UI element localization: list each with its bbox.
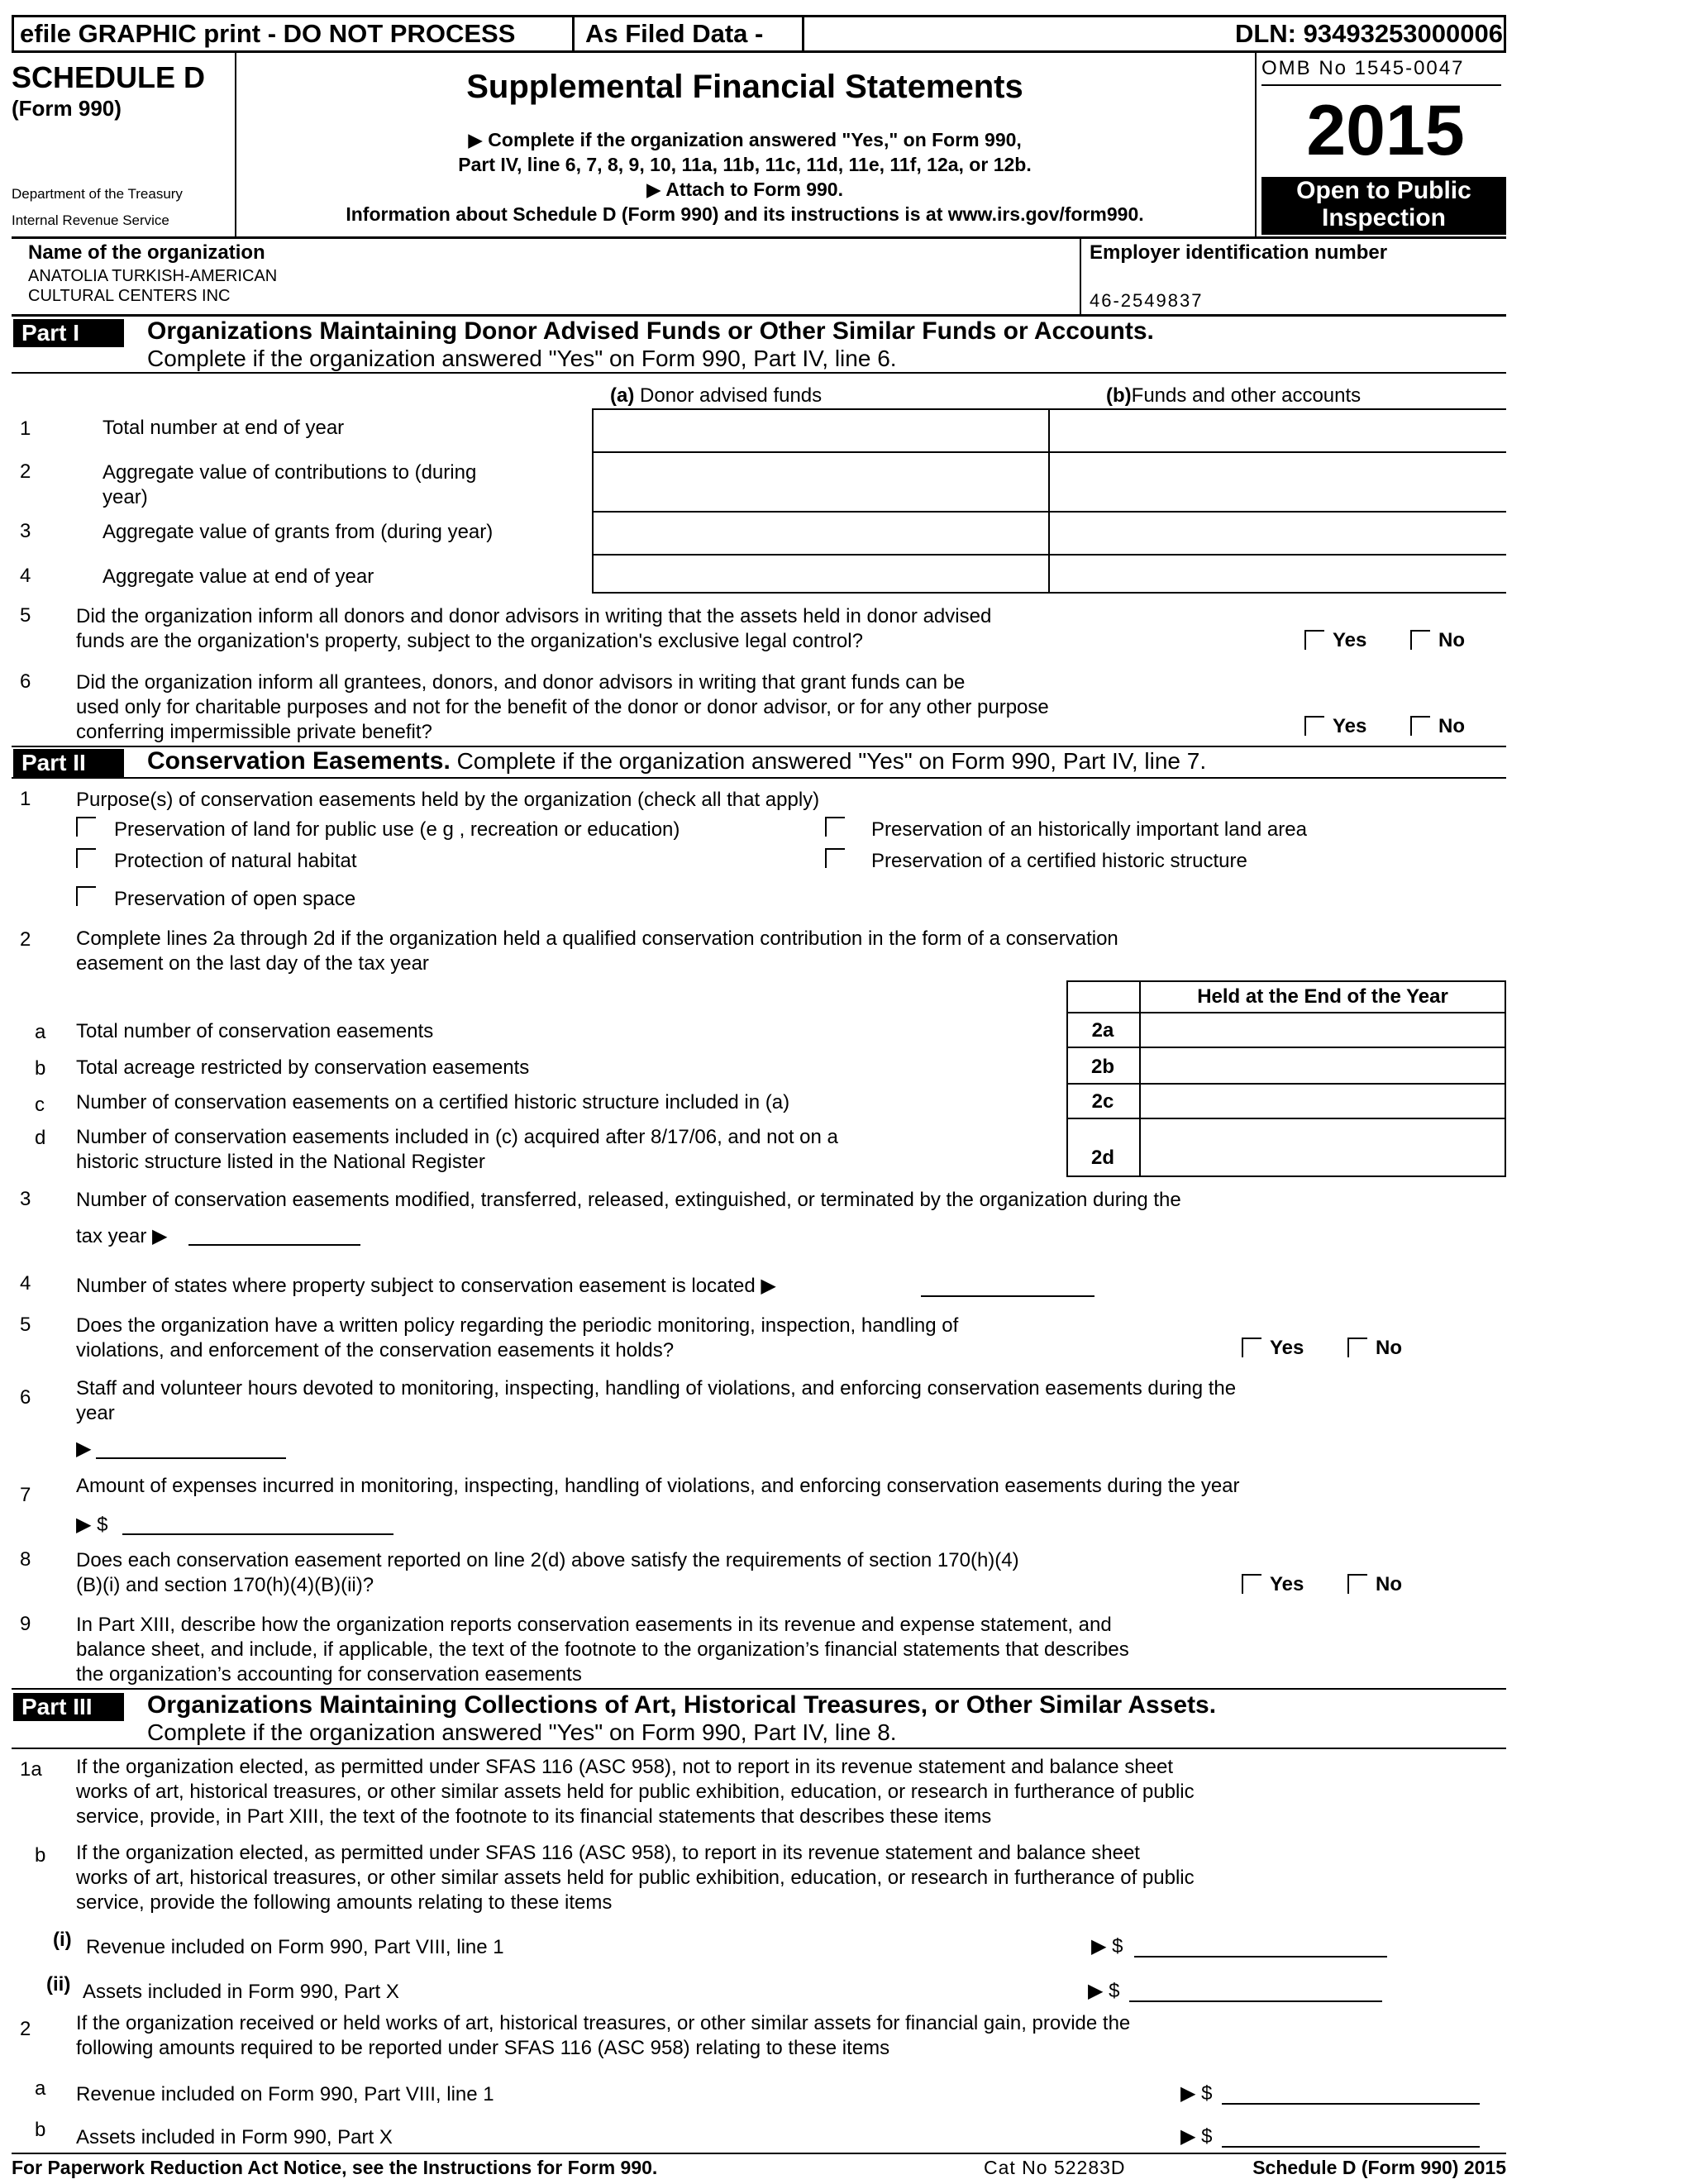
no-checkbox[interactable] xyxy=(1347,1338,1367,1357)
no-label: No xyxy=(1376,1573,1402,1595)
footer-paperwork-notice: For Paperwork Reduction Act Notice, see the Instructions for Form 990. xyxy=(12,2157,658,2178)
line-text: Total acreage restricted by conservation easements xyxy=(76,1056,530,1079)
department: Department of the Treasury xyxy=(12,186,183,202)
ein-label: Employer identification number xyxy=(1090,241,1388,264)
table-rule xyxy=(1048,408,1050,594)
line-text: balance sheet, and include, if applicable, the text of the footnote to the organization’s financial statements that describes xyxy=(76,1638,1129,1661)
col-a-header xyxy=(610,384,822,408)
line-text: Assets included in Form 990, Part X xyxy=(76,2126,393,2148)
schedule-title: SCHEDULE D xyxy=(12,60,206,94)
option-label: Preservation of land for public use (e g , recreation or education) xyxy=(114,818,680,841)
org-name-label: Name of the organization xyxy=(28,241,265,264)
yes-checkbox[interactable] xyxy=(1304,716,1324,736)
line-text: Number of conservation easements modified, transferred, released, extinguished, or terminated by the organization during the xyxy=(76,1189,1181,1211)
dollar-marker: ▶ $ xyxy=(1091,1935,1123,1957)
yes-checkbox[interactable] xyxy=(1242,1338,1261,1357)
divider xyxy=(12,1748,1506,1749)
line-text: tax year ▶ xyxy=(76,1225,168,1247)
instruction-line: ▶ Complete if the organization answered "Yes," on Form 990, xyxy=(468,129,1022,150)
line-text: Does each conservation easement reported on line 2(d) above satisfy the requirements of section 170(h)(4) xyxy=(76,1549,1019,1571)
line-text: Aggregate value at end of year xyxy=(103,565,374,588)
form-number: (Form 990) xyxy=(12,96,122,121)
part2-title: Conservation Easements. xyxy=(147,747,451,775)
answer-blank[interactable] xyxy=(1222,2146,1480,2148)
line-text: easement on the last day of the tax year xyxy=(76,952,429,975)
divider xyxy=(1255,53,1257,236)
col-a-letter: (a) xyxy=(610,384,635,407)
sub-letter: a xyxy=(35,1021,46,1043)
line-number: 3 xyxy=(20,520,31,542)
divider xyxy=(12,372,1506,374)
option-label: Protection of natural habitat xyxy=(114,850,357,872)
line-number: 2 xyxy=(20,928,31,951)
line-number: 5 xyxy=(20,1314,31,1336)
answer-blank[interactable] xyxy=(188,1244,360,1246)
line-number: 2 xyxy=(20,460,31,483)
part3-subtitle: Complete if the organization answered "Yes" on Form 990, Part IV, line 8. xyxy=(147,1719,897,1745)
irs-name: Internal Revenue Service xyxy=(12,212,169,228)
divider xyxy=(12,777,1506,779)
line-text: Staff and volunteer hours devoted to monitoring, inspecting, handling of violations, and enforcing conservation easements during the xyxy=(76,1377,1237,1400)
sub-letter: b xyxy=(35,1844,46,1867)
line-text: service, provide the following amounts relating to these items xyxy=(76,1891,613,1914)
line-number: 9 xyxy=(20,1613,31,1635)
sub-letter: c xyxy=(35,1094,45,1116)
no-label: No xyxy=(1438,715,1465,737)
divider xyxy=(12,314,1506,317)
line-number: 2 xyxy=(20,2018,31,2040)
footer-cat-number: Cat No 52283D xyxy=(984,2157,1126,2178)
col-b-label: Funds and other accounts xyxy=(1131,384,1362,407)
part2-subtitle: Complete if the organization answered "Yes" on Form 990, Part IV, line 7. xyxy=(450,748,1207,774)
checkbox-historic-structure[interactable] xyxy=(825,848,845,868)
line-text: Total number of conservation easements xyxy=(76,1020,434,1042)
held-header: Held at the End of the Year xyxy=(1197,985,1448,1008)
efile-notice: efile GRAPHIC print - DO NOT PROCESS xyxy=(20,19,516,48)
question-text: conferring impermissible private benefit? xyxy=(76,721,432,743)
checkbox-historic-land[interactable] xyxy=(825,817,845,837)
line-text: Does the organization have a written policy regarding the periodic monitoring, inspection, handling of xyxy=(76,1314,959,1337)
yes-label: Yes xyxy=(1333,629,1367,651)
line-number: 1 xyxy=(20,788,31,810)
org-name-line1: ANATOLIA TURKISH-AMERICAN xyxy=(28,267,278,285)
dollar-marker: ▶ $ xyxy=(1088,1980,1120,2002)
line-text: Number of conservation easements included in (c) acquired after 8/17/06, and not on a xyxy=(76,1126,838,1148)
line-number: 1a xyxy=(20,1758,42,1781)
sub-letter: b xyxy=(35,1057,46,1080)
open-to-public-badge xyxy=(1261,177,1506,235)
yes-label: Yes xyxy=(1270,1337,1304,1359)
line-code: 2c xyxy=(1091,1090,1114,1113)
question-text: used only for charitable purposes and not for the benefit of the donor or donor advisor, or for any other purpose xyxy=(76,696,1049,718)
sub-letter: a xyxy=(35,2077,46,2100)
tax-year: 2015 xyxy=(1306,91,1465,170)
answer-blank[interactable] xyxy=(1222,2103,1480,2105)
line-text: Complete lines 2a through 2d if the organization held a qualified conservation contribution in the form of a conservation xyxy=(76,927,1118,950)
answer-blank[interactable] xyxy=(1129,2000,1382,2002)
divider xyxy=(1261,84,1501,86)
no-checkbox[interactable] xyxy=(1347,1574,1367,1594)
answer-blank[interactable] xyxy=(1134,1956,1387,1957)
no-checkbox[interactable] xyxy=(1410,716,1430,736)
line-number: 6 xyxy=(20,1386,31,1409)
part2-heading xyxy=(147,747,1206,775)
divider xyxy=(572,15,575,53)
part3-label: Part III xyxy=(13,1693,124,1721)
line-number: 8 xyxy=(20,1548,31,1571)
question-text: Did the organization inform all grantees, donors, and donor advisors in writing that grant funds can be xyxy=(76,671,966,694)
table-rule xyxy=(1066,1012,1506,1013)
line-number: 5 xyxy=(20,604,31,627)
yes-checkbox[interactable] xyxy=(1304,630,1324,650)
answer-blank[interactable] xyxy=(122,1533,393,1535)
option-label: Preservation of an historically important land area xyxy=(871,818,1307,841)
col-b-header xyxy=(1106,384,1361,408)
checkbox-land-public-use[interactable] xyxy=(76,817,96,837)
line-number: 3 xyxy=(20,1188,31,1210)
line-text: Total number at end of year xyxy=(103,417,345,439)
sub-letter: b xyxy=(35,2119,46,2141)
part1-label: Part I xyxy=(13,319,124,347)
roman-numeral: (ii) xyxy=(46,1973,71,1996)
line-text: violations, and enforcement of the conservation easements it holds? xyxy=(76,1339,675,1361)
filed-notice: As Filed Data - xyxy=(585,19,764,48)
no-label: No xyxy=(1376,1337,1402,1359)
no-checkbox[interactable] xyxy=(1410,630,1430,650)
line-code: 2d xyxy=(1090,1147,1114,1169)
part2-label: Part II xyxy=(13,749,124,777)
line-code: 2a xyxy=(1091,1019,1114,1042)
line-number: 4 xyxy=(20,1272,31,1295)
omb-number: OMB No 1545-0047 xyxy=(1261,57,1465,79)
option-label: Preservation of a certified historic structure xyxy=(871,850,1247,872)
line-number: 4 xyxy=(20,565,31,587)
line-text: historic structure listed in the National Register xyxy=(76,1151,485,1173)
footer-schedule: Schedule D (Form 990) 2015 xyxy=(1252,2157,1506,2178)
line-number: 1 xyxy=(20,417,31,440)
table-rule xyxy=(592,408,594,594)
line-text: Assets included in Form 990, Part X xyxy=(83,1981,399,2003)
yes-label: Yes xyxy=(1333,715,1367,737)
yes-label: Yes xyxy=(1270,1573,1304,1595)
roman-numeral: (i) xyxy=(53,1929,72,1951)
line-text: service, provide, in Part XIII, the text of the footnote to its financial statements that describes these items xyxy=(76,1805,992,1828)
instruction-line: Part IV, line 6, 7, 8, 9, 10, 11a, 11b, 11c, 11d, 11e, 11f, 12a, or 12b. xyxy=(458,154,1032,175)
org-name-line2: CULTURAL CENTERS INC xyxy=(28,287,231,305)
line-text: Aggregate value of contributions to (during xyxy=(103,461,477,484)
line-text: the organization’s accounting for conservation easements xyxy=(76,1663,582,1686)
sub-letter: d xyxy=(35,1127,46,1149)
part1-subtitle: Complete if the organization answered "Yes" on Form 990, Part IV, line 6. xyxy=(147,346,897,371)
answer-blank[interactable] xyxy=(921,1295,1094,1297)
form-title: Supplemental Financial Statements xyxy=(466,69,1023,105)
question-text: Did the organization inform all donors and donor advisors in writing that the assets held in donor advised xyxy=(76,605,992,627)
line-text: year) xyxy=(103,486,148,508)
answer-blank[interactable] xyxy=(96,1457,286,1459)
instruction-link[interactable]: Information about Schedule D (Form 990) and its instructions is at www.irs.gov/form990. xyxy=(346,203,1144,225)
part3-title: Organizations Maintaining Collections of Art, Historical Treasures, or Other Similar Assets. xyxy=(147,1691,1217,1719)
line-number: 7 xyxy=(20,1484,31,1506)
line-text: If the organization elected, as permitted under SFAS 116 (ASC 958), not to report in its revenue statement and balance sheet xyxy=(76,1756,1174,1778)
line-text: Aggregate value of grants from (during year) xyxy=(103,521,494,543)
line-text: If the organization received or held works of art, historical treasures, or other similar assets for financial gain, provide the xyxy=(76,2012,1131,2034)
divider xyxy=(12,1688,1506,1690)
divider xyxy=(12,236,1506,239)
arrow-marker: ▶ xyxy=(76,1438,92,1460)
line-text: Revenue included on Form 990, Part VIII, line 1 xyxy=(86,1936,504,1958)
table-rule xyxy=(1066,1047,1506,1048)
divider xyxy=(12,2153,1506,2154)
line-text: works of art, historical treasures, or other similar assets held for public exhibition, education, or research in furtherance of public xyxy=(76,1781,1195,1803)
table-rule xyxy=(1066,1083,1506,1085)
line-number: 6 xyxy=(20,670,31,693)
part1-title: Organizations Maintaining Donor Advised Funds or Other Similar Funds or Accounts. xyxy=(147,317,1154,345)
dollar-marker: ▶ $ xyxy=(76,1514,108,1536)
line-text: Revenue included on Form 990, Part VIII, line 1 xyxy=(76,2083,494,2105)
line-text: Purpose(s) of conservation easements held by the organization (check all that apply) xyxy=(76,789,820,811)
line-text: If the organization elected, as permitted under SFAS 116 (ASC 958), to report in its revenue statement and balance sheet xyxy=(76,1842,1140,1864)
dollar-marker: ▶ $ xyxy=(1180,2125,1213,2148)
line-text: (B)(i) and section 170(h)(4)(B)(ii)? xyxy=(76,1574,374,1596)
yes-checkbox[interactable] xyxy=(1242,1574,1261,1594)
col-a-label: Donor advised funds xyxy=(634,384,823,407)
checkbox-natural-habitat[interactable] xyxy=(76,848,96,868)
line-text: Number of conservation easements on a certified historic structure included in (a) xyxy=(76,1091,790,1113)
open-line2: Inspection xyxy=(1321,204,1446,231)
open-line1: Open to Public xyxy=(1296,177,1471,204)
line-text: Number of states where property subject to conservation easement is located ▶ xyxy=(76,1275,776,1297)
table-rule xyxy=(1066,1118,1506,1119)
line-text: In Part XIII, describe how the organization reports conservation easements in its revenue and expense statement, and xyxy=(76,1614,1112,1636)
dollar-marker: ▶ $ xyxy=(1180,2082,1213,2105)
col-b-letter: (b) xyxy=(1106,384,1132,407)
dln-number: DLN: 93493253000006 xyxy=(1234,19,1503,48)
ein-value: 46-2549837 xyxy=(1090,290,1204,311)
table-rule xyxy=(1139,980,1141,1177)
question-text: funds are the organization's property, subject to the organization's exclusive legal control? xyxy=(76,630,863,652)
checkbox-open-space[interactable] xyxy=(76,886,96,906)
option-label: Preservation of open space xyxy=(114,888,356,910)
divider xyxy=(1080,238,1081,314)
line-text: works of art, historical treasures, or other similar assets held for public exhibition, education, or research in furtherance of public xyxy=(76,1867,1195,1889)
instruction-line: ▶ Attach to Form 990. xyxy=(646,179,843,200)
line-code: 2b xyxy=(1090,1056,1114,1078)
line-text: following amounts required to be reported under SFAS 116 (ASC 958) relating to these items xyxy=(76,2037,890,2059)
divider xyxy=(802,15,804,53)
no-label: No xyxy=(1438,629,1465,651)
line-text: year xyxy=(76,1402,115,1424)
line-text: Amount of expenses incurred in monitoring, inspecting, handling of violations, and enforcing conservation easements during the year xyxy=(76,1475,1240,1497)
